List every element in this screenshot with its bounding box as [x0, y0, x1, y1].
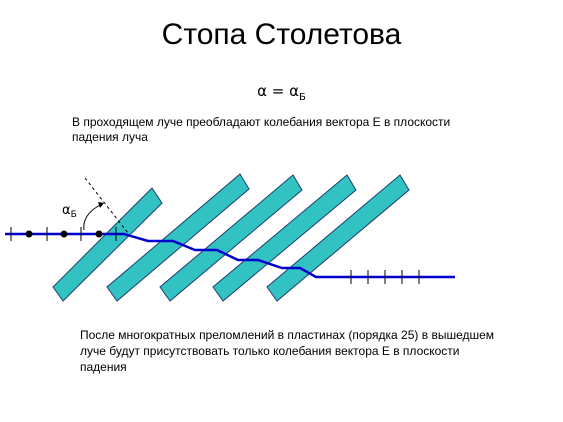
angle-arrowhead [98, 202, 104, 208]
alpha-symbol: α [257, 82, 267, 100]
angle-label [62, 203, 77, 220]
incident-polarization-marks [11, 227, 116, 241]
brewster-subscript: Б [299, 92, 306, 103]
brewster-angle-arc [84, 205, 100, 230]
angle-label-sub: Б [70, 210, 77, 220]
outgoing-beam-note: После многократных преломлений в пластинах (порядка 25) в вышедшем луче будут присутствовать только колебания вектора Е в плоскости падения [80, 328, 495, 374]
angle-label-base: α [62, 203, 71, 218]
alpha-brewster: α [289, 82, 299, 100]
equals-sign: = [267, 82, 290, 100]
glass-plates [53, 174, 409, 301]
incident-dot [96, 231, 102, 237]
incident-dot [26, 231, 32, 237]
transmitted-beam-note: В проходящем луче преобладают колебания вектора Е в плоскости падения луча [72, 115, 451, 144]
page-title: Стопа Столетова [161, 18, 402, 51]
incident-dot [61, 231, 67, 237]
